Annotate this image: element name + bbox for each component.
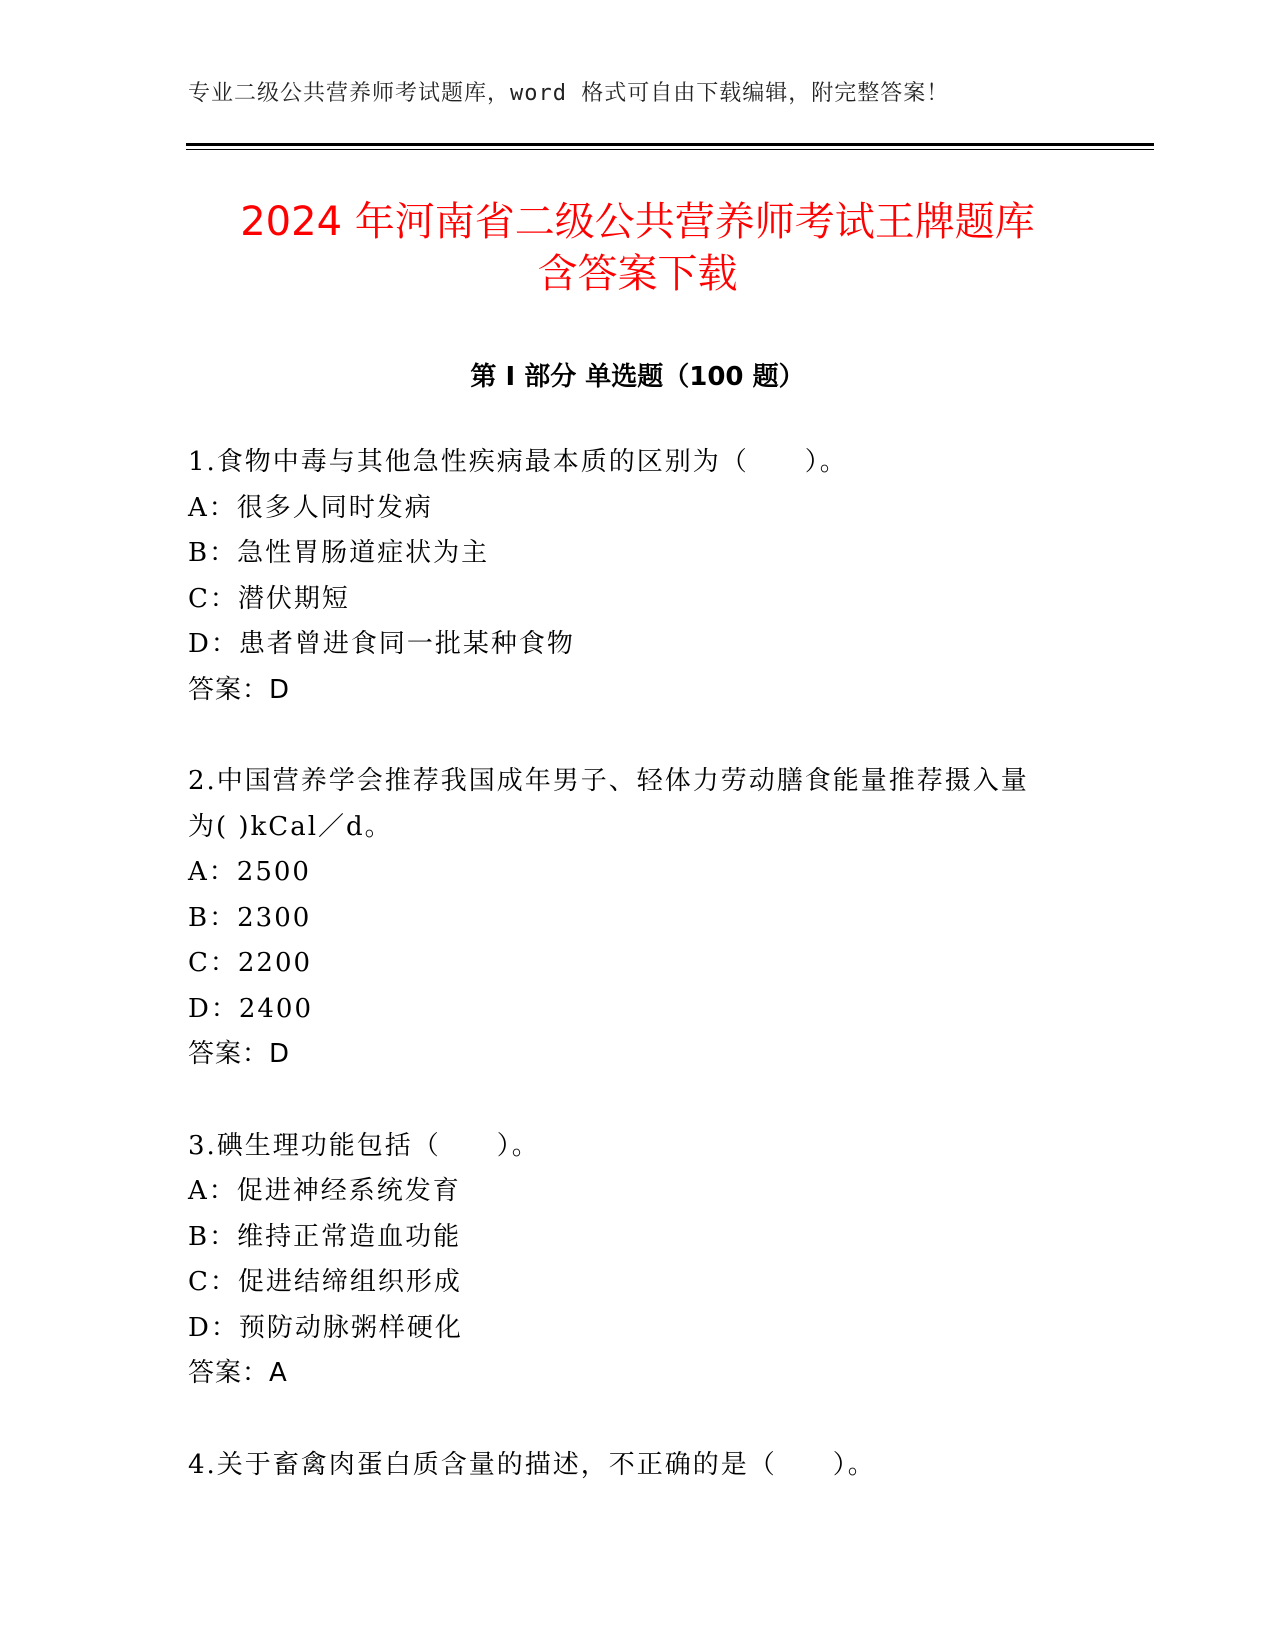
option-d: D：2400 (188, 993, 314, 1024)
answer: 答案：D (188, 1039, 291, 1069)
header-rule-thin (186, 149, 1154, 150)
option-b: B：急性胃肠道症状为主 (188, 538, 490, 568)
option-b: B：2300 (188, 902, 312, 933)
header-rule-thick (186, 143, 1154, 146)
option-d: D：预防动脉粥样硬化 (188, 1312, 463, 1343)
option-a: A：2500 (188, 857, 311, 887)
question-3 (188, 1124, 1088, 1397)
document-title-line-2: 含答案下载 (537, 251, 738, 297)
question-4 (188, 1443, 1088, 1489)
question-stem: 1.食物中毒与其他急性疾病最本质的区别为（ ）。 (188, 447, 848, 477)
section-title: 第 I 部分 单选题（100 题） (470, 362, 805, 392)
question-stem: 3.碘生理功能包括（ ）。 (188, 1130, 540, 1161)
option-a: A：促进神经系统发育 (188, 1176, 461, 1206)
question-stem-line-2: 为( )kCal／d。 (188, 811, 393, 842)
question-1 (188, 440, 1088, 713)
question-stem-line-1: 2.中国营养学会推荐我国成年男子、轻体力劳动膳食能量推荐摄入量 (188, 766, 1029, 796)
option-d: D：患者曾进食同一批某种食物 (188, 629, 575, 659)
option-b: B：维持正常造血功能 (188, 1221, 462, 1252)
answer: 答案：A (188, 1358, 288, 1388)
answer: 答案：D (188, 674, 291, 705)
question-2 (188, 759, 1088, 1078)
document-title (0, 196, 1275, 300)
header-note: 专业二级公共营养师考试题库，word 格式可自由下载编辑，附完整答案！ (188, 81, 950, 106)
option-c: C：促进结缔组织形成 (188, 1267, 462, 1297)
question-stem: 4.关于畜禽肉蛋白质含量的描述，不正确的是（ ）。 (188, 1449, 876, 1480)
option-c: C：2200 (188, 948, 313, 978)
document-title-line-1: 2024 年河南省二级公共营养师考试王牌题库 (240, 199, 1035, 245)
option-a: A：很多人同时发病 (188, 492, 433, 523)
question-list (188, 440, 1088, 1534)
option-c: C：潜伏期短 (188, 583, 350, 614)
